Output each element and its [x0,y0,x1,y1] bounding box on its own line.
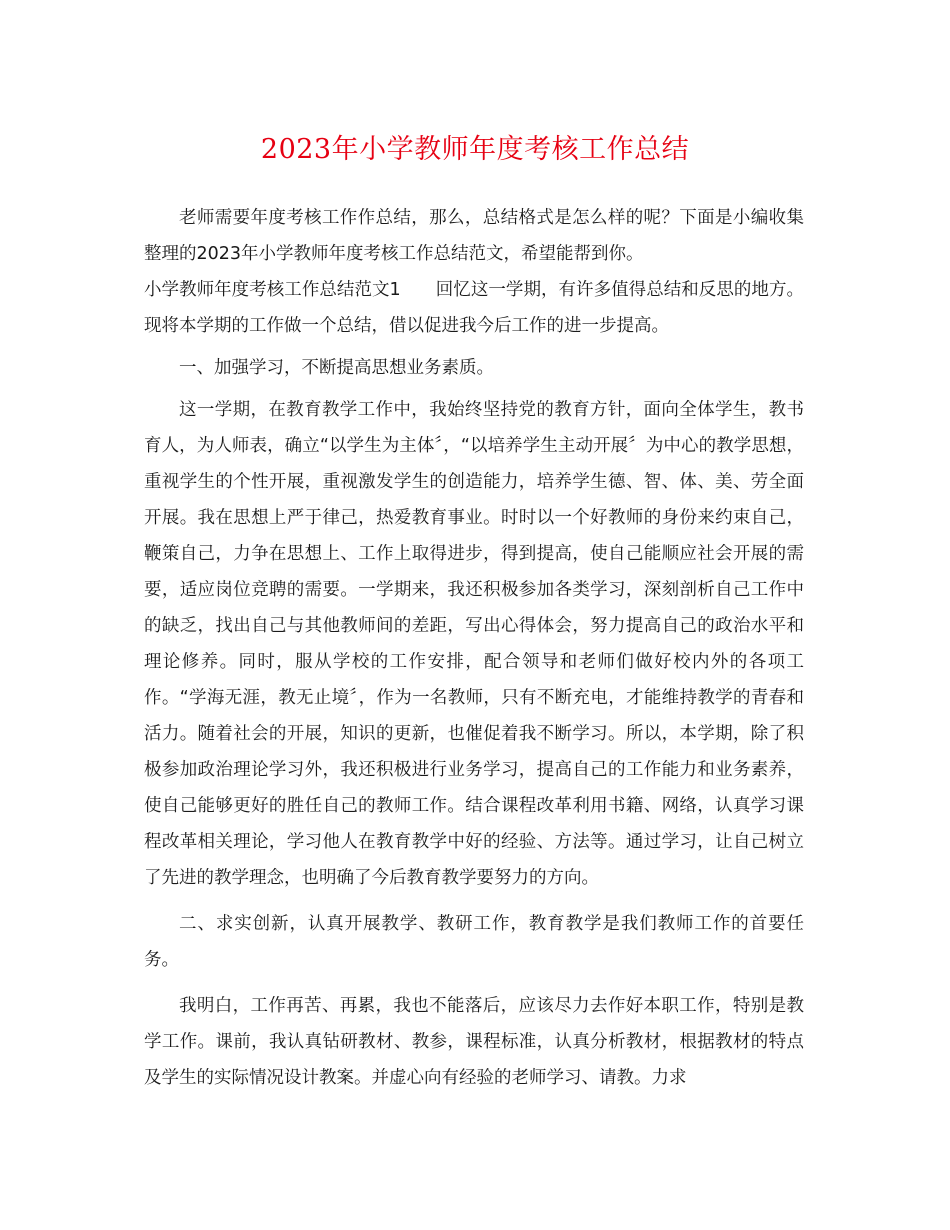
document-title: 2023年小学教师年度考核工作总结 [260,134,690,165]
paragraph-sample-heading: 小学教师年度考核工作总结范文1 回忆这一学期，有许多值得总结和反思的地方。现将本学期的工作做一个总结，借以促进我今后工作的进一步提高。 [144,280,804,336]
paragraph-section-2: 我明白，工作再苦、再累，我也不能落后，应该尽力去作好本职工作，特别是教学工作。课前，我认真钻研教材、教参，课程标准，认真分析教材，根据教材的特点及学生的实际情况设计教案。并虚心向有经验的老师学习、请教。力求 [144,996,804,1088]
section-heading-1: 一、加强学习，不断提高思想业务素质。 [179,358,494,378]
paragraph-intro: 老师需要年度考核工作作总结，那么，总结格式是怎么样的呢？下面是小编收集整理的2023年小学教师年度考核工作总结范文，希望能帮到你。 [144,208,804,264]
section-heading-2: 二、求实创新，认真开展教学、教研工作，教育教学是我们教师工作的首要任务。 [144,914,804,970]
document-body [144,200,804,1096]
paragraph-section-1: 这一学期，在教育教学工作中，我始终坚持党的教育方针，面向全体学生，教书育人，为人师表，确立“以学生为主体〞，“以培养学生主动开展〞为中心的教学思想，重视学生的个性开展，重视激发学生的创造能力，培养学生德、智、体、美、劳全面开展。我在思想上严于律己，热爱教育事业。时时以一个好教师的身份来约束自己，鞭策自己，力争在思想上、工作上取得进步，得到提高，使自己能顺应社会开展的需要，适应岗位竞聘的需要。一学期来，我还积极参加各类学习，深刻剖析自己工作中的缺乏，找出自己与其他教师间的差距，写出心得体会，努力提高自己的政治水平和理论修养。同时，服从学校的工作安排，配合领导和老师们做好校内外的各项工作。“学海无涯，教无止境〞，作为一名教师，只有不断充电，才能维持教学的青春和活力。随着社会的开展，知识的更新，也催促着我不断学习。所以，本学期，除了积极参加政治理论学习外，我还积极进行业务学习，提高自己的工作能力和业务素养，使自己能够更好的胜任自己的教师工作。结合课程改革利用书籍、网络，认真学习课程改革相关理论，学习他人在教育教学中好的经验、方法等。通过学习，让自己树立了先进的教学理念，也明确了今后教育教学要努力的方向。 [144,400,804,888]
